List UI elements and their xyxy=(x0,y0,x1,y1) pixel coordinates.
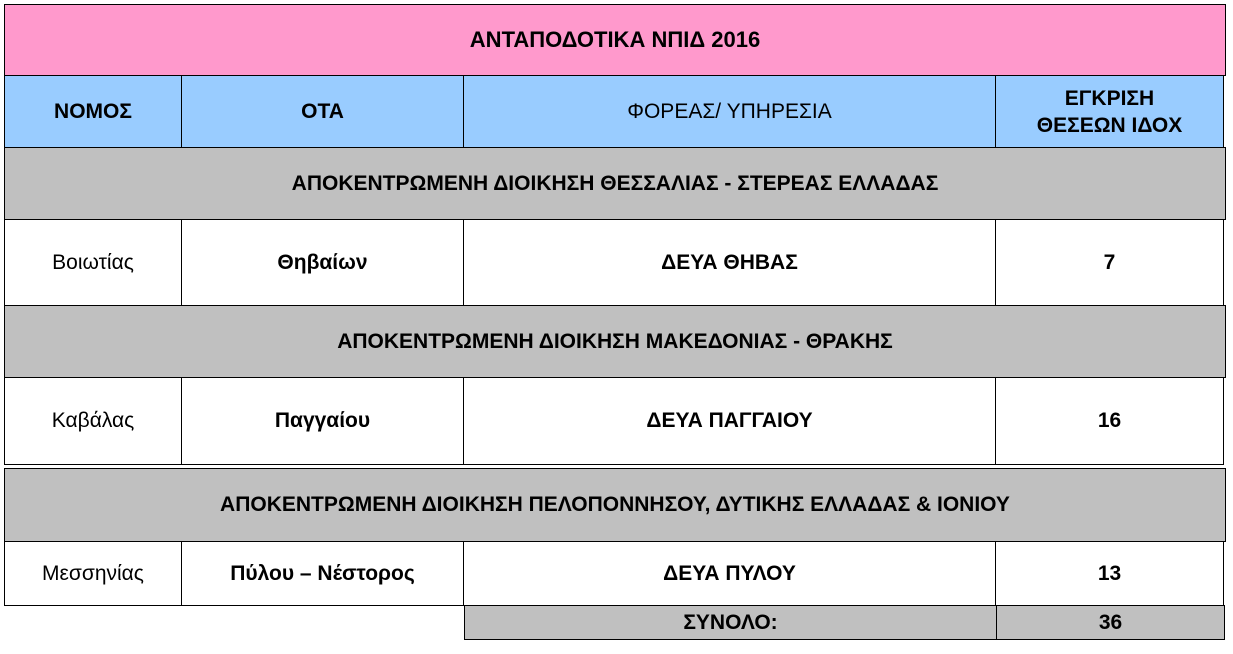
table-row xyxy=(4,219,1224,306)
region-row xyxy=(4,468,1226,542)
cell-foreas: ΔΕΥΑ ΠΥΛΟΥ xyxy=(463,541,996,606)
cell-foreas: ΔΕΥΑ ΘΗΒΑΣ xyxy=(463,219,996,306)
cell-ota: Θηβαίων xyxy=(181,219,464,306)
table-row xyxy=(4,377,1224,465)
cell-nomos: Βοιωτίας xyxy=(4,219,182,306)
header-ota: ΟΤΑ xyxy=(181,75,464,148)
total-label: ΣΥΝΟΛΟ: xyxy=(464,605,997,640)
header-egkrisi-line1: ΕΓΚΡΙΣΗ xyxy=(1064,86,1155,110)
cell-foreas: ΔΕΥΑ ΠΑΓΓΑΙΟΥ xyxy=(463,377,996,465)
total-value: 36 xyxy=(996,605,1225,640)
header-egkrisi-line2: ΘΕΣΕΩΝ ΙΔΟΧ xyxy=(1036,113,1183,137)
region-row xyxy=(4,147,1226,220)
title-row xyxy=(4,4,1226,76)
cell-nomos: Μεσσηνίας xyxy=(4,541,182,606)
cell-theseis: 13 xyxy=(995,541,1224,606)
cell-theseis: 7 xyxy=(995,219,1224,306)
region-label: ΑΠΟΚΕΝΤΡΩΜΕΝΗ ΔΙΟΙΚΗΣΗ ΜΑΚΕΔΟΝΙΑΣ - ΘΡΑΚΗΣ xyxy=(4,305,1226,378)
header-nomos: ΝΟΜΟΣ xyxy=(4,75,182,148)
table-title: ΑΝΤΑΠΟΔΟΤΙΚΑ ΝΠΙΔ 2016 xyxy=(4,4,1226,76)
cell-ota: Παγγαίου xyxy=(181,377,464,465)
region-label: ΑΠΟΚΕΝΤΡΩΜΕΝΗ ΔΙΟΙΚΗΣΗ ΘΕΣΣΑΛΙΑΣ - ΣΤΕΡΕΑΣ ΕΛΛΑΔΑΣ xyxy=(4,147,1226,220)
header-foreas: ΦΟΡΕΑΣ/ ΥΠΗΡΕΣΙΑ xyxy=(463,75,996,148)
header-egkrisi xyxy=(995,75,1224,148)
cell-ota: Πύλου – Νέστορος xyxy=(181,541,464,606)
header-row xyxy=(4,75,1224,148)
table-row xyxy=(4,541,1224,606)
cell-theseis: 16 xyxy=(995,377,1224,465)
cell-nomos: Καβάλας xyxy=(4,377,182,465)
region-row xyxy=(4,305,1226,378)
total-row xyxy=(464,605,1225,640)
region-label: ΑΠΟΚΕΝΤΡΩΜΕΝΗ ΔΙΟΙΚΗΣΗ ΠΕΛΟΠΟΝΝΗΣΟΥ, ΔΥΤΙΚΗΣ ΕΛΛΑΔΑΣ & ΙΟΝΙΟΥ xyxy=(4,468,1226,542)
